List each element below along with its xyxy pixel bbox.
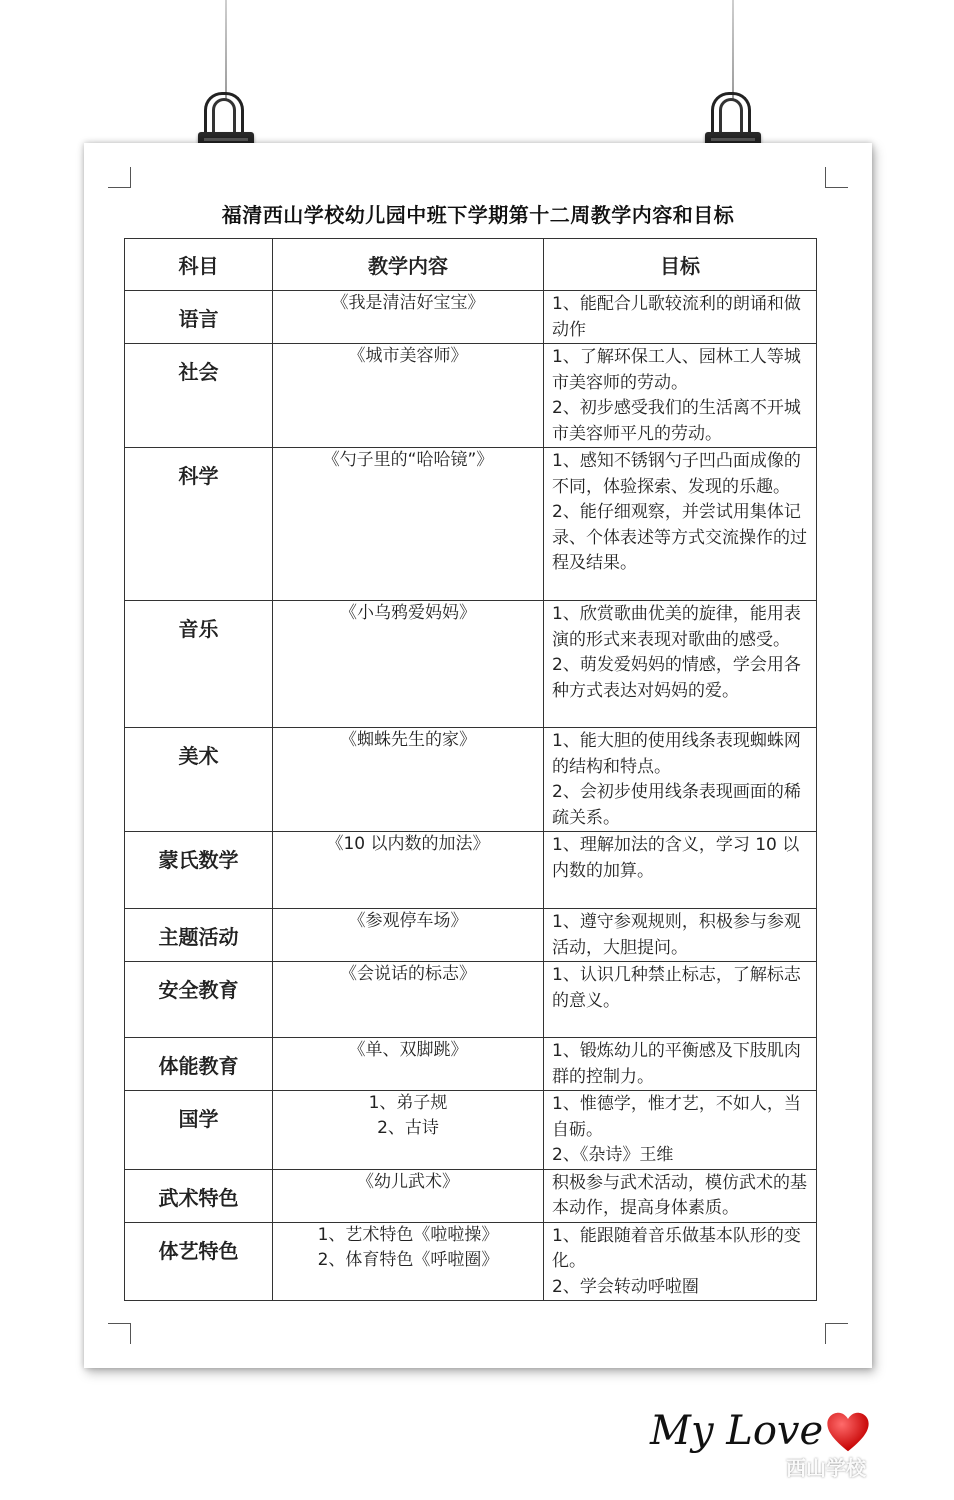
school-logo-icon <box>752 1452 782 1476</box>
goal-line: 1、惟德学，惟才艺，不如人，当自砺。 <box>552 1094 801 1140</box>
goal-line: 2、能仔细观察，并尝试用集体记录、个体表述等方式交流操作的过程及结果。 <box>552 502 807 573</box>
subject-cell: 武术特色 <box>125 1169 273 1222</box>
content-cell <box>273 448 544 601</box>
subject-cell: 科学 <box>125 448 273 601</box>
header-content: 教学内容 <box>273 239 544 291</box>
content-cell <box>273 601 544 728</box>
subject-cell: 音乐 <box>125 601 273 728</box>
content-line: 《幼儿武术》 <box>357 1171 459 1192</box>
table-header-row <box>125 239 817 291</box>
goal-line: 2、萌发爱妈妈的情感，学会用各种方式表达对妈妈的爱。 <box>552 655 801 701</box>
content-line: 《单、双脚跳》 <box>348 1040 468 1060</box>
header-goal: 目标 <box>544 239 817 291</box>
goal-line: 积极参与武术活动，模仿武术的基本动作，提高身体素质。 <box>552 1172 807 1218</box>
content-line: 1、艺术特色《啦啦操》 <box>317 1224 499 1245</box>
goal-line: 1、能跟随着音乐做基本队形的变化。 <box>552 1225 801 1271</box>
subject-cell: 语言 <box>125 291 273 344</box>
goal-cell <box>544 832 817 909</box>
table-row <box>125 344 817 448</box>
goal-line: 2、初步感受我们的生活离不开城市美容师平凡的劳动。 <box>552 398 801 444</box>
table-row <box>125 832 817 909</box>
table-row <box>125 1091 817 1170</box>
signature-text: My Love <box>650 1408 824 1454</box>
content-cell <box>273 1169 544 1222</box>
goal-line: 2、学会转动呼啦圈 <box>552 1276 699 1297</box>
goal-line: 1、了解环保工人、园林工人等城市美容师的劳动。 <box>552 347 801 393</box>
goal-cell <box>544 601 817 728</box>
content-line: 《参观停车场》 <box>348 911 468 931</box>
goal-line: 1、理解加法的含义，学习 10 以内数的加算。 <box>552 835 800 881</box>
content-cell <box>273 1222 544 1301</box>
goal-cell <box>544 1222 817 1301</box>
hanging-string-left <box>225 0 227 100</box>
table-row <box>125 909 817 962</box>
table-row <box>125 601 817 728</box>
corner-mark <box>825 1323 848 1344</box>
content-line: 《我是清洁好宝宝》 <box>331 293 485 313</box>
table-row <box>125 1222 817 1301</box>
table-row <box>125 728 817 832</box>
paper-sheet <box>84 143 872 1368</box>
goal-line: 2、会初步使用线条表现画面的稀疏关系。 <box>552 782 801 828</box>
content-line: 《蜘蛛先生的家》 <box>340 730 476 750</box>
heart-icon <box>826 1410 870 1454</box>
goal-cell <box>544 728 817 832</box>
lesson-plan-table <box>124 238 817 1301</box>
goal-line: 1、感知不锈钢勺子凹凸面成像的不同，体验探索、发现的乐趣。 <box>552 451 801 497</box>
goal-cell <box>544 291 817 344</box>
goal-cell <box>544 1091 817 1170</box>
subject-cell: 体艺特色 <box>125 1222 273 1301</box>
goal-line: 1、欣赏歌曲优美的旋律，能用表演的形式来表现对歌曲的感受。 <box>552 604 801 650</box>
content-cell <box>273 728 544 832</box>
content-line: 《小乌鸦爱妈妈》 <box>340 603 476 623</box>
goal-cell <box>544 344 817 448</box>
goal-line: 1、能大胆的使用线条表现蜘蛛网的结构和特点。 <box>552 731 801 777</box>
goal-cell <box>544 1169 817 1222</box>
goal-line: 1、锻炼幼儿的平衡感及下肢肌肉群的控制力。 <box>552 1041 801 1087</box>
goal-line: 1、能配合儿歌较流利的朗诵和做动作 <box>552 294 801 340</box>
subject-cell: 体能教育 <box>125 1038 273 1091</box>
corner-mark <box>825 167 848 188</box>
content-cell <box>273 291 544 344</box>
content-line: 《会说话的标志》 <box>340 964 476 984</box>
hanging-string-right <box>732 0 734 100</box>
watermark-text: 西山学校 <box>786 1456 866 1480</box>
goal-cell <box>544 962 817 1038</box>
content-cell <box>273 1038 544 1091</box>
goal-line: 1、遵守参观规则，积极参与参观活动，大胆提问。 <box>552 912 801 958</box>
table-row <box>125 962 817 1038</box>
subject-cell: 社会 <box>125 344 273 448</box>
content-line: 《城市美容师》 <box>348 346 468 366</box>
goal-cell <box>544 909 817 962</box>
header-subject: 科目 <box>125 239 273 291</box>
content-cell <box>273 1091 544 1170</box>
content-cell <box>273 832 544 909</box>
subject-cell: 美术 <box>125 728 273 832</box>
table-row <box>125 448 817 601</box>
goal-line: 2、《杂诗》王维 <box>552 1145 674 1165</box>
goal-line: 1、认识几种禁止标志，了解标志的意义。 <box>552 965 801 1011</box>
corner-mark <box>108 167 131 188</box>
content-line: 《10 以内数的加法》 <box>326 834 490 854</box>
subject-cell: 安全教育 <box>125 962 273 1038</box>
content-line: 1、弟子规 <box>368 1093 448 1113</box>
corner-mark <box>108 1323 131 1344</box>
content-line: 《勺子里的“哈哈镜”》 <box>322 450 494 470</box>
content-line: 2、体育特色《呼啦圈》 <box>317 1249 499 1270</box>
goal-cell <box>544 448 817 601</box>
table-row <box>125 1169 817 1222</box>
table-row <box>125 1038 817 1091</box>
content-cell <box>273 344 544 448</box>
content-cell <box>273 962 544 1038</box>
page-title: 福清西山学校幼儿园中班下学期第十二周教学内容和目标 <box>221 203 735 227</box>
subject-cell: 蒙氏数学 <box>125 832 273 909</box>
table-row <box>125 291 817 344</box>
content-line: 2、古诗 <box>377 1118 439 1138</box>
goal-cell <box>544 1038 817 1091</box>
subject-cell: 主题活动 <box>125 909 273 962</box>
subject-cell: 国学 <box>125 1091 273 1170</box>
content-cell <box>273 909 544 962</box>
